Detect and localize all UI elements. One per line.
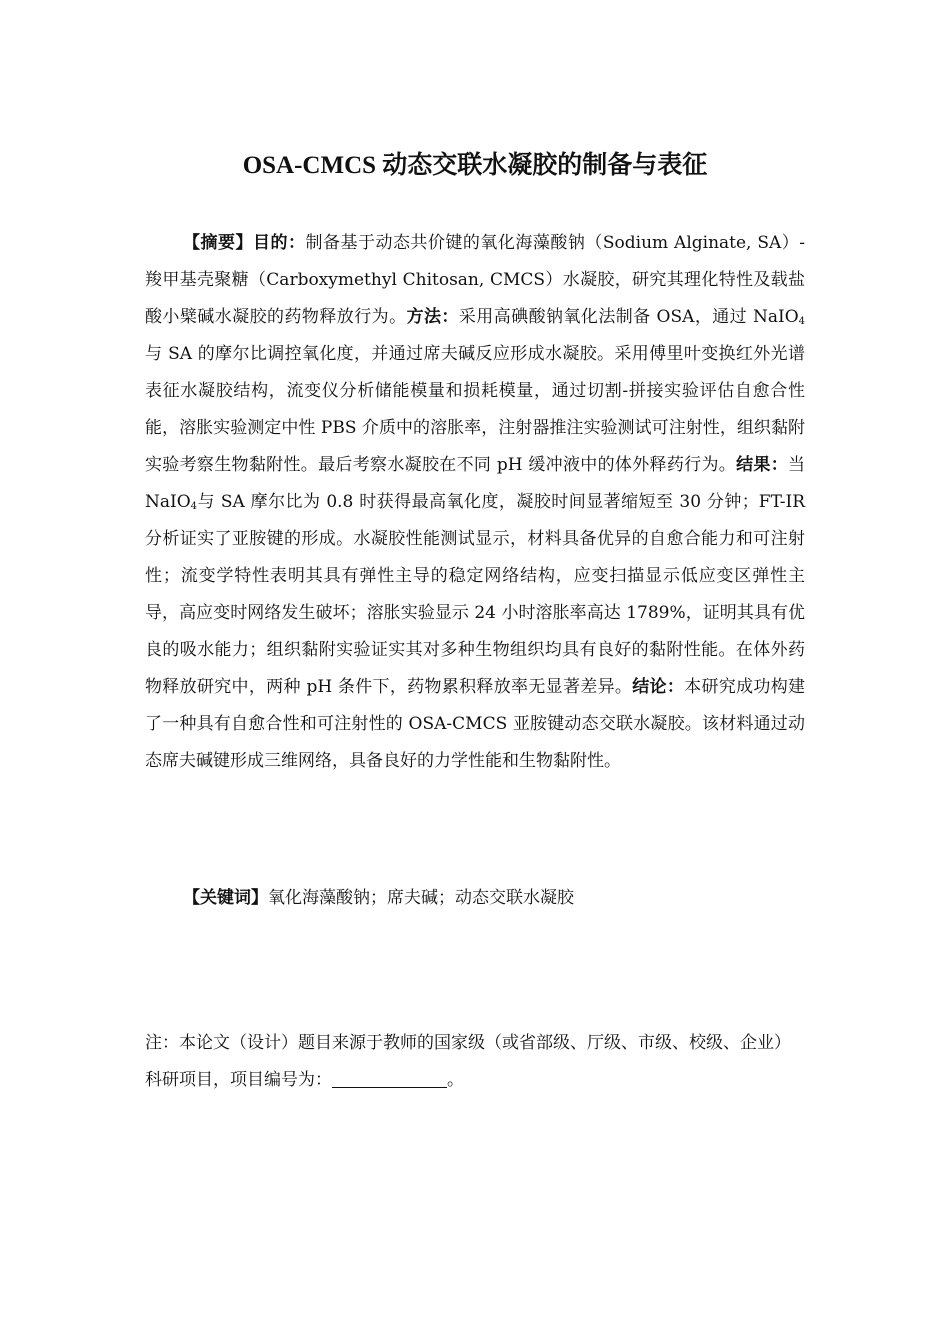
keywords-text: 氧化海藻酸钠；席夫碱；动态交联水凝胶 (268, 888, 574, 908)
conclusion-label: 结论： (632, 677, 685, 697)
keywords-label: 【关键词】 (183, 888, 268, 908)
conclusion-text: 本研究成功构建了一种具有自愈合性和可注射性的 OSA-CMCS 亚胺键动态交联水凝胶。该材料通过动态席夫碱键形成三维网络，具备良好的力学性能和生物黏附性。 (145, 677, 806, 771)
result-subscript: 4 (190, 501, 198, 512)
abstract-paragraph (145, 225, 805, 780)
keywords-paragraph (145, 880, 805, 917)
result-text-1: 当 NaIO (145, 455, 806, 512)
note-text: 注：本论文（设计）题目来源于教师的国家级（或省部级、厅级、市级、校级、企业）科研项目，项目编号为： (145, 1033, 791, 1090)
method-text-1: 采用高碘酸钠氧化法制备 OSA，通过 NaIO (458, 307, 799, 327)
paper-title: OSA-CMCS 动态交联水凝胶的制备与表征 (242, 152, 708, 179)
method-subscript: 4 (798, 316, 806, 327)
purpose-text: 制备基于动态共价键的氧化海藻酸钠（Sodium Alginate, SA）-羧甲基壳聚糖（Carboxymethyl Chitosan, CMCS）水凝胶，研究其理化特性及载盐酸小檗碱水凝胶的药物释放行为。 (145, 233, 806, 327)
project-number-blank (332, 1070, 447, 1088)
result-text-2: 与 SA 摩尔比为 0.8 时获得最高氧化度，凝胶时间显著缩短至 30 分钟；FT-IR 分析证实了亚胺键的形成。水凝胶性能测试显示，材料具备优异的自愈合能力和可注射性；流变学特性表明其具有弹性主导的稳定网络结构，应变扫描显示低应变区弹性主导，高应变时网络发生破坏；溶胀实验显示 24 小时溶胀率高达 1789%，证明其具有优良的吸水能力；组织黏附实验证实其对多种生物组织均具有良好的黏附性能。在体外药物释放研究中，两种 pH 条件下，药物累积释放率无显著差异。 (145, 492, 805, 697)
note-end: 。 (447, 1070, 464, 1090)
purpose-label: 目的： (252, 233, 306, 253)
result-label: 结果： (736, 455, 789, 475)
method-text-2: 与 SA 的摩尔比调控氧化度，并通过席夫碱反应形成水凝胶。采用傅里叶变换红外光谱表征水凝胶结构，流变仪分析储能模量和损耗模量，通过切割-拼接实验评估自愈合性能，溶胀实验测定中性 PBS 介质中的溶胀率，注射器推注实验测试可注射性，组织黏附实验考察生物黏附性。最后考察水凝胶在不同 pH 缓冲液中的体外释药行为。 (145, 344, 805, 475)
abstract-label: 【摘要】 (183, 233, 253, 253)
method-label: 方法： (406, 307, 459, 327)
funding-note (145, 1025, 805, 1099)
